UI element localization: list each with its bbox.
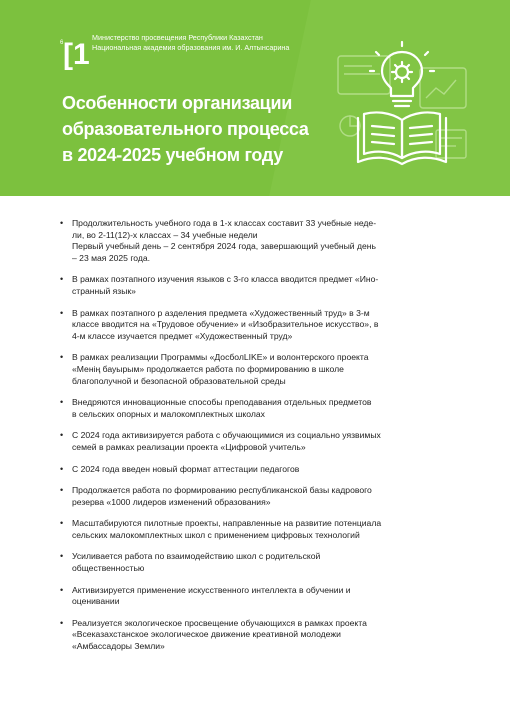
list-item: • Масштабируются пилотные проекты, направленные на развитие потенциала сельских малокомплектных школ с применением цифровых технологий	[60, 518, 382, 540]
list-item: • Реализуется экологическое просвещение обучающихся в рамках проекта «Всеказахстанское экологическое движение креативной молодежи «Амбассадоры Земли»	[60, 617, 367, 652]
list-item: • Активизируется применение искусственного интеллекта в обучении и оценивании	[60, 584, 351, 607]
bullet-icon: •	[60, 307, 64, 318]
title-line-2: образовательного процесса	[62, 119, 309, 139]
list-item: • Усиливается работа по взаимодействию школ с родительской общественностью	[60, 551, 321, 574]
page-title	[62, 90, 322, 168]
bullet-icon: •	[60, 352, 64, 363]
list-item: • В рамках реализации Программы «ДосболLIKE» и волонтерского проекта «Менің бауырым» продолжается работа по формированию в школе благополучной и безопасной образовательной среды	[60, 352, 369, 386]
page-number: 6	[60, 40, 64, 46]
list-item: • В рамках поэтапного изучения языков с 3-го класса вводится предмет «Ино- странный язык»	[60, 274, 379, 296]
features-list	[60, 218, 456, 663]
org-ministry: Министерство просвещения Республики Казахстан	[92, 33, 263, 42]
list-item: • С 2024 года введен новый формат аттестации педагогов	[60, 463, 300, 474]
bullet-icon: •	[60, 617, 64, 628]
bullet-icon: •	[60, 584, 64, 595]
section-marker: [1	[63, 38, 90, 71]
bullet-icon: •	[60, 551, 64, 562]
bullet-icon: •	[60, 485, 64, 496]
title-line-3: в 2024-2025 учебном году	[62, 145, 283, 165]
organization-block	[92, 33, 289, 53]
header-banner	[0, 0, 510, 196]
org-academy: Национальная академия образования им. И. Алтынсарина	[92, 43, 290, 52]
bullet-icon: •	[60, 397, 64, 408]
bullet-icon: •	[60, 218, 64, 228]
list-item: • В рамках поэтапного р азделения предмета «Художественный труд» в 3-м классе вводится на «Трудовое обучение» и «Изобразительное искусство», в 4-м классе изучается предмет «Художественный труд»	[60, 307, 379, 341]
bullet-icon: •	[60, 463, 64, 474]
list-item: • Внедряются инновационные способы преподавания отдельных предметов в сельских опорных и малокомплектных школах	[60, 397, 372, 419]
title-line-1: Особенности организации	[62, 93, 292, 113]
bullet-icon: •	[60, 430, 64, 441]
open-book-gear-lightbulb-icon	[332, 38, 472, 178]
bullet-icon: •	[60, 274, 64, 285]
bullet-icon: •	[60, 518, 64, 529]
list-item: • Продолжительность учебного года в 1-х классах составит 33 учебные неде- ли, во 2-11(12)-х классах – 34 учебные недели Первый учебный день – 2 сентября 2024 года, завершающий учебный день – 23 мая 2025 года.	[60, 218, 377, 263]
list-item: • С 2024 года активизируется работа с обучающимися из социально уязвимых семей в рамках реализации проекта «Цифровой учитель»	[60, 430, 381, 452]
list-item: • Продолжается работа по формированию республиканской базы кадрового резерва «1000 лидеров изменений образования»	[60, 485, 372, 507]
